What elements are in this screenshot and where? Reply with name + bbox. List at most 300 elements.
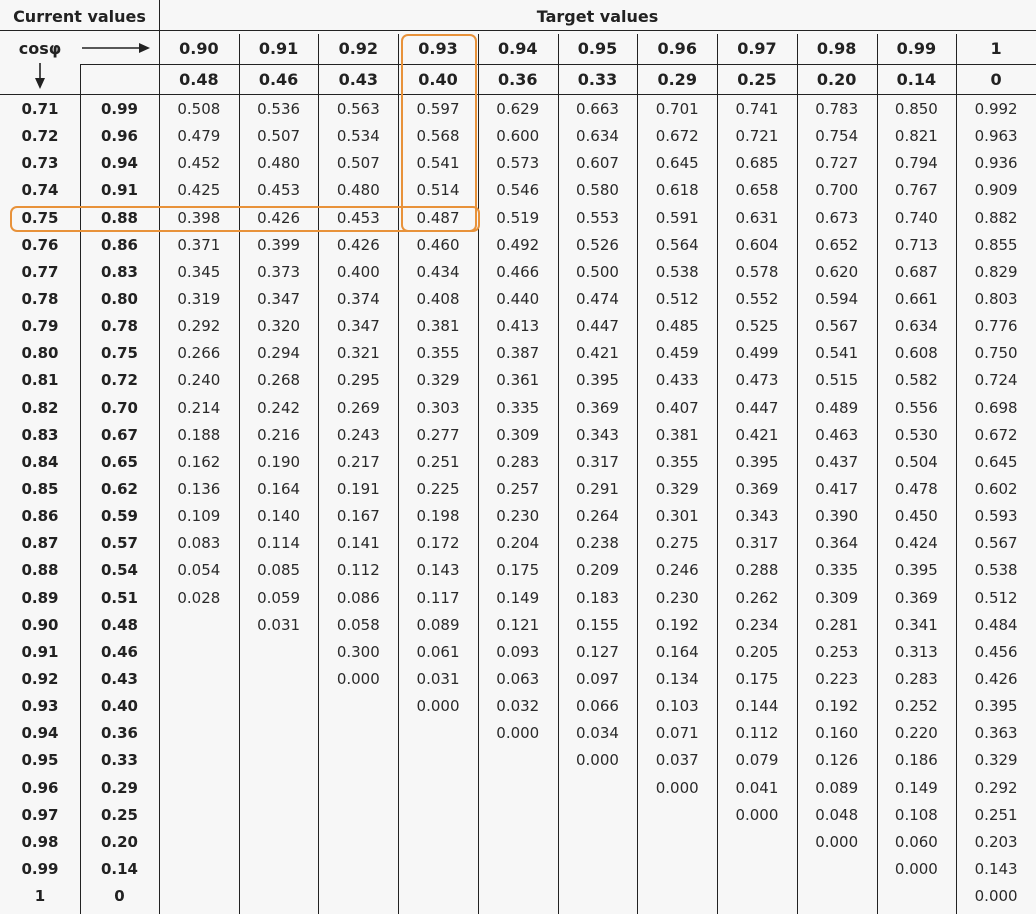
- row-tan-value: 0.46: [100, 642, 138, 661]
- factor-cell: 0.257: [496, 480, 540, 499]
- factor-cell: 0.395: [576, 371, 619, 390]
- factor-cell: 0.317: [576, 452, 619, 471]
- row-tan-value: 0.20: [100, 832, 138, 851]
- factor-cell: 0.347: [257, 290, 301, 309]
- factor-cell: 0.319: [177, 290, 221, 309]
- factor-cell: 0.508: [177, 100, 221, 119]
- factor-cell: 0.426: [974, 670, 1018, 688]
- factor-cell: 0.291: [576, 480, 619, 499]
- target-cos-header: 0.95: [577, 39, 618, 58]
- factor-cell: 0.417: [815, 480, 859, 499]
- factor-cell: 0.295: [336, 371, 380, 390]
- factor-cell: 0.395: [894, 561, 938, 580]
- factor-cell: 0.803: [974, 290, 1018, 309]
- column-divider: [797, 34, 798, 914]
- factor-cell: 0.459: [655, 344, 699, 363]
- factor-cell: 0.164: [257, 480, 301, 499]
- factor-cell: 0.054: [177, 561, 221, 580]
- factor-cell: 0.634: [576, 127, 619, 146]
- factor-cell: 0.204: [496, 534, 540, 553]
- target-cos-header: 0.90: [179, 39, 219, 58]
- factor-cell: 0.440: [496, 290, 540, 309]
- factor-cell: 0.234: [735, 615, 779, 634]
- factor-cell: 0.217: [336, 452, 380, 471]
- factor-cell: 0.097: [576, 670, 619, 688]
- factor-cell: 0.191: [336, 480, 380, 499]
- factor-cell: 0.136: [177, 480, 221, 499]
- factor-cell: 0.192: [655, 615, 699, 634]
- row-cos-value: 0.88: [21, 561, 59, 580]
- factor-cell: 0.567: [815, 317, 859, 336]
- factor-cell: 0.727: [815, 154, 859, 173]
- factor-cell: 0.093: [496, 642, 540, 661]
- factor-cell: 0.283: [496, 452, 540, 471]
- factor-cell: 0.371: [177, 235, 221, 254]
- factor-cell: 0.355: [655, 452, 699, 471]
- factor-cell: 0.593: [974, 507, 1018, 526]
- factor-cell: 0.317: [735, 534, 779, 553]
- row-tan-value: 0.83: [100, 262, 138, 281]
- factor-cell: 0.407: [655, 398, 699, 417]
- column-divider: [478, 34, 479, 914]
- row-tan-value: 0.51: [100, 588, 138, 607]
- factor-cell: 0.580: [576, 181, 619, 200]
- factor-cell: 0.216: [257, 425, 301, 444]
- factor-cell: 0.514: [416, 181, 460, 200]
- factor-cell: 0.453: [257, 181, 301, 200]
- factor-cell: 0.556: [894, 398, 938, 417]
- factor-cell: 0.426: [336, 235, 380, 254]
- factor-cell: 0.155: [576, 615, 619, 634]
- factor-cell: 0.724: [974, 371, 1018, 390]
- column-divider: [717, 34, 718, 914]
- factor-cell: 0.992: [974, 100, 1018, 119]
- row-tan-value: 0.57: [100, 534, 138, 553]
- factor-cell: 0.754: [815, 127, 859, 146]
- row-cos-value: 0.99: [21, 859, 59, 878]
- target-cos-header: 1: [990, 39, 1002, 58]
- factor-cell: 0.209: [576, 561, 619, 580]
- factor-cell: 0.663: [576, 100, 619, 119]
- target-cos-header: 0.91: [258, 39, 299, 58]
- factor-cell: 0.167: [336, 507, 380, 526]
- row-cos-value: 0.77: [21, 262, 59, 281]
- factor-cell: 0.341: [894, 615, 938, 634]
- factor-cell: 0.534: [336, 127, 380, 146]
- factor-cell: 0.251: [974, 805, 1018, 824]
- row-tan-value: 0.78: [100, 317, 138, 336]
- factor-cell: 0.335: [496, 398, 540, 417]
- factor-cell: 0.519: [496, 208, 540, 227]
- factor-cell: 0.374: [336, 290, 380, 309]
- factor-cell: 0.433: [655, 371, 699, 390]
- factor-cell: 0.283: [894, 670, 938, 688]
- factor-cell: 0.447: [735, 398, 779, 417]
- factor-cell: 0.300: [336, 642, 380, 661]
- factor-cell: 0.000: [974, 887, 1018, 906]
- right-arrow-icon: [82, 41, 150, 55]
- factor-cell: 0.140: [257, 507, 301, 526]
- factor-cell: 0.329: [416, 371, 460, 390]
- factor-cell: 0.526: [576, 235, 619, 254]
- factor-cell: 0.484: [974, 615, 1018, 634]
- target-cos-header: 0.93: [418, 39, 458, 58]
- target-values-heading: Target values: [536, 7, 659, 26]
- factor-cell: 0.512: [974, 588, 1018, 607]
- factor-cell: 0.492: [496, 235, 540, 254]
- factor-cell: 0.190: [257, 452, 301, 471]
- row-cos-value: 0.95: [21, 751, 59, 770]
- factor-cell: 0.000: [576, 751, 619, 770]
- row-tan-value: 0.94: [100, 154, 138, 173]
- row-tan-value: 0.59: [100, 507, 138, 526]
- row-tan-value: 0.36: [100, 724, 138, 743]
- row-cos-value: 0.79: [21, 317, 59, 336]
- factor-cell: 0.063: [496, 670, 540, 688]
- factor-cell: 0.000: [655, 778, 699, 797]
- factor-cell: 0.507: [257, 127, 301, 146]
- factor-cell: 0.387: [496, 344, 540, 363]
- factor-cell: 0.573: [496, 154, 540, 173]
- factor-cell: 0.673: [815, 208, 859, 227]
- factor-cell: 0.309: [496, 425, 540, 444]
- factor-cell: 0.214: [177, 398, 221, 417]
- factor-cell: 0.750: [974, 344, 1018, 363]
- target-cos-header: 0.94: [498, 39, 538, 58]
- factor-cell: 0.850: [894, 100, 938, 119]
- factor-cell: 0.329: [974, 751, 1018, 770]
- factor-cell: 0.230: [496, 507, 540, 526]
- row-cos-value: 0.75: [21, 208, 59, 227]
- target-tan-header: 0.14: [896, 70, 937, 89]
- row-cos-value: 0.73: [21, 154, 59, 173]
- target-cos-header: 0.96: [657, 39, 697, 58]
- factor-cell: 0.058: [336, 615, 380, 634]
- factor-cell: 0.541: [815, 344, 859, 363]
- factor-cell: 0.225: [416, 480, 460, 499]
- factor-cell: 0.363: [974, 724, 1018, 743]
- column-divider: [558, 34, 559, 914]
- factor-cell: 0.000: [416, 697, 460, 716]
- down-arrow-icon: [33, 63, 47, 89]
- factor-cell: 0.061: [416, 642, 460, 661]
- factor-cell: 0.059: [257, 588, 301, 607]
- factor-cell: 0.658: [735, 181, 779, 200]
- target-cos-header: 0.98: [816, 39, 857, 58]
- factor-cell: 0.355: [416, 344, 460, 363]
- factor-cell: 0.480: [336, 181, 380, 200]
- factor-cell: 0.252: [894, 697, 938, 716]
- row-tan-value: 0.48: [100, 615, 138, 634]
- row-cos-value: 0.87: [21, 534, 59, 553]
- target-cos-header: 0.92: [338, 39, 379, 58]
- factor-cell: 0.335: [815, 561, 859, 580]
- factor-cell: 0.536: [257, 100, 301, 119]
- row-cos-value: 1: [34, 887, 46, 906]
- factor-cell: 0.618: [655, 181, 699, 200]
- factor-cell: 0.164: [655, 642, 699, 661]
- factor-cell: 0.453: [336, 208, 380, 227]
- factor-cell: 0.172: [416, 534, 460, 553]
- factor-cell: 0.685: [735, 154, 779, 173]
- factor-cell: 0.661: [894, 290, 938, 309]
- row-cos-value: 0.76: [21, 235, 59, 254]
- factor-cell: 0.456: [974, 642, 1018, 661]
- factor-cell: 0.489: [815, 398, 859, 417]
- factor-cell: 0.740: [894, 208, 938, 227]
- row-cos-value: 0.72: [21, 127, 59, 146]
- factor-cell: 0.600: [496, 127, 540, 146]
- header-bottom-rule: [0, 94, 1036, 95]
- row-tan-value: 0.72: [100, 371, 138, 390]
- factor-cell: 0.320: [257, 317, 301, 336]
- factor-cell: 0.220: [894, 724, 938, 743]
- factor-cell: 0.507: [336, 154, 380, 173]
- row-cos-value: 0.94: [21, 724, 59, 743]
- row-cos-value: 0.78: [21, 290, 59, 309]
- factor-cell: 0.149: [894, 778, 938, 797]
- row-tan-value: 0.62: [100, 480, 138, 499]
- factor-cell: 0.395: [735, 452, 779, 471]
- factor-cell: 0.447: [576, 317, 619, 336]
- row-cos-value: 0.97: [21, 805, 59, 824]
- factor-cell: 0.424: [894, 534, 938, 553]
- factor-cell: 0.269: [336, 398, 380, 417]
- factor-cell: 0.203: [974, 832, 1018, 851]
- factor-cell: 0.141: [336, 534, 380, 553]
- factor-cell: 0.230: [655, 588, 699, 607]
- factor-cell: 0.645: [974, 452, 1018, 471]
- row-tan-value: 0.14: [100, 859, 138, 878]
- row-tan-value: 0.65: [100, 452, 138, 471]
- factor-cell: 0.264: [576, 507, 619, 526]
- factor-cell: 0.767: [894, 181, 938, 200]
- target-cos-header: 0.99: [896, 39, 937, 58]
- factor-cell: 0.345: [177, 262, 221, 281]
- factor-cell: 0.243: [336, 425, 380, 444]
- factor-cell: 0.821: [894, 127, 938, 146]
- factor-cell: 0.546: [496, 181, 540, 200]
- row-cos-value: 0.82: [21, 398, 59, 417]
- factor-cell: 0.329: [655, 480, 699, 499]
- row-cos-value: 0.91: [21, 642, 59, 661]
- row-tan-value: 0.29: [100, 778, 138, 797]
- factor-cell: 0.086: [336, 588, 380, 607]
- factor-cell: 0.294: [257, 344, 301, 363]
- factor-cell: 0.134: [655, 670, 699, 688]
- factor-cell: 0.277: [416, 425, 460, 444]
- factor-cell: 0.421: [576, 344, 619, 363]
- factor-cell: 0.343: [735, 507, 779, 526]
- factor-cell: 0.281: [815, 615, 859, 634]
- factor-cell: 0.242: [257, 398, 301, 417]
- factor-cell: 0.343: [576, 425, 619, 444]
- factor-cell: 0.262: [735, 588, 779, 607]
- factor-cell: 0.085: [257, 561, 301, 580]
- row-cos-value: 0.89: [21, 588, 59, 607]
- factor-cell: 0.108: [894, 805, 938, 824]
- column-divider: [956, 34, 957, 914]
- factor-cell: 0.188: [177, 425, 221, 444]
- column-divider: [398, 34, 399, 914]
- factor-cell: 0.079: [735, 751, 779, 770]
- factor-cell: 0.117: [416, 588, 460, 607]
- row-cos-value: 0.98: [21, 832, 59, 851]
- factor-cell: 0.251: [416, 452, 460, 471]
- factor-cell: 0.369: [894, 588, 938, 607]
- factor-cell: 0.608: [894, 344, 938, 363]
- factor-cell: 0.591: [655, 208, 699, 227]
- factor-cell: 0.485: [655, 317, 699, 336]
- factor-cell: 0.473: [735, 371, 779, 390]
- factor-cell: 0.114: [257, 534, 301, 553]
- row-cos-value: 0.84: [21, 452, 59, 471]
- factor-cell: 0.631: [735, 208, 779, 227]
- cos-tan-divider: [80, 64, 81, 914]
- factor-cell: 0.160: [815, 724, 859, 743]
- factor-cell: 0.000: [735, 805, 779, 824]
- factor-cell: 0.452: [177, 154, 221, 173]
- factor-cell: 0.479: [177, 127, 221, 146]
- factor-cell: 0.303: [416, 398, 460, 417]
- factor-cell: 0.143: [974, 859, 1018, 878]
- tan-header-top-rule: [80, 64, 159, 65]
- factor-cell: 0.552: [735, 290, 779, 309]
- current-values-heading: Current values: [13, 7, 146, 26]
- factor-cell: 0.425: [177, 181, 221, 200]
- factor-cell: 0.032: [496, 697, 540, 716]
- factor-cell: 0.369: [735, 480, 779, 499]
- factor-cell: 0.602: [974, 480, 1018, 499]
- factor-cell: 0.031: [257, 615, 301, 634]
- factor-cell: 0.634: [894, 317, 938, 336]
- current-target-divider: [159, 0, 160, 914]
- factor-cell: 0.071: [655, 724, 699, 743]
- row-cos-value: 0.96: [21, 778, 59, 797]
- factor-cell: 0.112: [735, 724, 779, 743]
- factor-cell: 0.408: [416, 290, 460, 309]
- factor-cell: 0.175: [496, 561, 540, 580]
- factor-cell: 0.421: [735, 425, 779, 444]
- row-cos-value: 0.90: [21, 615, 59, 634]
- factor-cell: 0.413: [496, 317, 540, 336]
- row-cos-value: 0.81: [21, 371, 59, 390]
- factor-cell: 0.266: [177, 344, 221, 363]
- factor-cell: 0.347: [336, 317, 380, 336]
- factor-cell: 0.564: [655, 235, 699, 254]
- factor-cell: 0.149: [496, 588, 540, 607]
- factor-cell: 0.515: [815, 371, 859, 390]
- factor-cell: 0.530: [894, 425, 938, 444]
- factor-cell: 0.460: [416, 235, 460, 254]
- factor-cell: 0.246: [655, 561, 699, 580]
- factor-cell: 0.607: [576, 154, 619, 173]
- factor-cell: 0.037: [655, 751, 699, 770]
- target-tan-header: 0.40: [418, 70, 458, 89]
- column-divider: [318, 34, 319, 914]
- factor-cell: 0.060: [894, 832, 938, 851]
- factor-cell: 0.364: [815, 534, 859, 553]
- factor-cell: 0.645: [655, 154, 699, 173]
- row-tan-value: 0: [114, 887, 125, 906]
- row-tan-value: 0.54: [100, 561, 138, 580]
- row-cos-value: 0.92: [21, 670, 59, 688]
- factor-cell: 0.604: [735, 235, 779, 254]
- factor-cell: 0.143: [416, 561, 460, 580]
- row-tan-value: 0.75: [100, 344, 138, 363]
- row-tan-value: 0.86: [100, 235, 138, 254]
- row-tan-value: 0.67: [100, 425, 138, 444]
- factor-cell: 0.089: [815, 778, 859, 797]
- factor-cell: 0.275: [655, 534, 699, 553]
- factor-cell: 0.652: [815, 235, 859, 254]
- factor-cell: 0.321: [336, 344, 380, 363]
- factor-cell: 0.450: [894, 507, 938, 526]
- column-divider: [239, 34, 240, 914]
- row-cos-value: 0.93: [21, 697, 59, 716]
- factor-cell: 0.361: [496, 371, 540, 390]
- factor-cell: 0.253: [815, 642, 859, 661]
- factor-cell: 0.504: [894, 452, 938, 471]
- target-tan-header: 0.43: [338, 70, 379, 89]
- factor-cell: 0.268: [257, 371, 301, 390]
- factor-cell: 0.563: [336, 100, 380, 119]
- factor-cell: 0.083: [177, 534, 221, 553]
- row-tan-value: 0.80: [100, 290, 138, 309]
- factor-cell: 0.426: [257, 208, 301, 227]
- factor-cell: 0.309: [815, 588, 859, 607]
- row-tan-value: 0.88: [100, 208, 138, 227]
- cos-phi-label: cosφ: [18, 39, 62, 58]
- row-tan-value: 0.25: [100, 805, 138, 824]
- factor-cell: 0.700: [815, 181, 859, 200]
- row-tan-value: 0.91: [100, 181, 138, 200]
- factor-cell: 0.034: [576, 724, 619, 743]
- factor-cell: 0.103: [655, 697, 699, 716]
- factor-cell: 0.776: [974, 317, 1018, 336]
- factor-cell: 0.672: [974, 425, 1018, 444]
- factor-cell: 0.398: [177, 208, 221, 227]
- factor-cell: 0.399: [257, 235, 301, 254]
- factor-cell: 0.463: [815, 425, 859, 444]
- row-cos-value: 0.80: [21, 344, 59, 363]
- row-tan-value: 0.43: [100, 670, 138, 688]
- factor-cell: 0.000: [815, 832, 859, 851]
- factor-cell: 0.594: [815, 290, 859, 309]
- factor-cell: 0.499: [735, 344, 779, 363]
- target-tan-header: 0.36: [498, 70, 538, 89]
- factor-cell: 0.112: [336, 561, 380, 580]
- factor-cell: 0.466: [496, 262, 540, 281]
- factor-cell: 0.288: [735, 561, 779, 580]
- factor-cell: 0.192: [815, 697, 859, 716]
- factor-cell: 0.909: [974, 181, 1018, 200]
- row-tan-value: 0.96: [100, 127, 138, 146]
- row-cos-value: 0.83: [21, 425, 59, 444]
- target-tan-header: 0.20: [816, 70, 857, 89]
- factor-cell: 0.741: [735, 100, 779, 119]
- factor-cell: 0.525: [735, 317, 779, 336]
- factor-cell: 0.698: [974, 398, 1018, 417]
- target-tan-header: 0.29: [657, 70, 697, 89]
- factor-cell: 0.205: [735, 642, 779, 661]
- factor-cell: 0.487: [416, 208, 460, 227]
- factor-cell: 0.031: [416, 670, 460, 688]
- factor-cell: 0.066: [576, 697, 619, 716]
- factor-cell: 0.223: [815, 670, 859, 688]
- factor-cell: 0.198: [416, 507, 460, 526]
- factor-cell: 0.301: [655, 507, 699, 526]
